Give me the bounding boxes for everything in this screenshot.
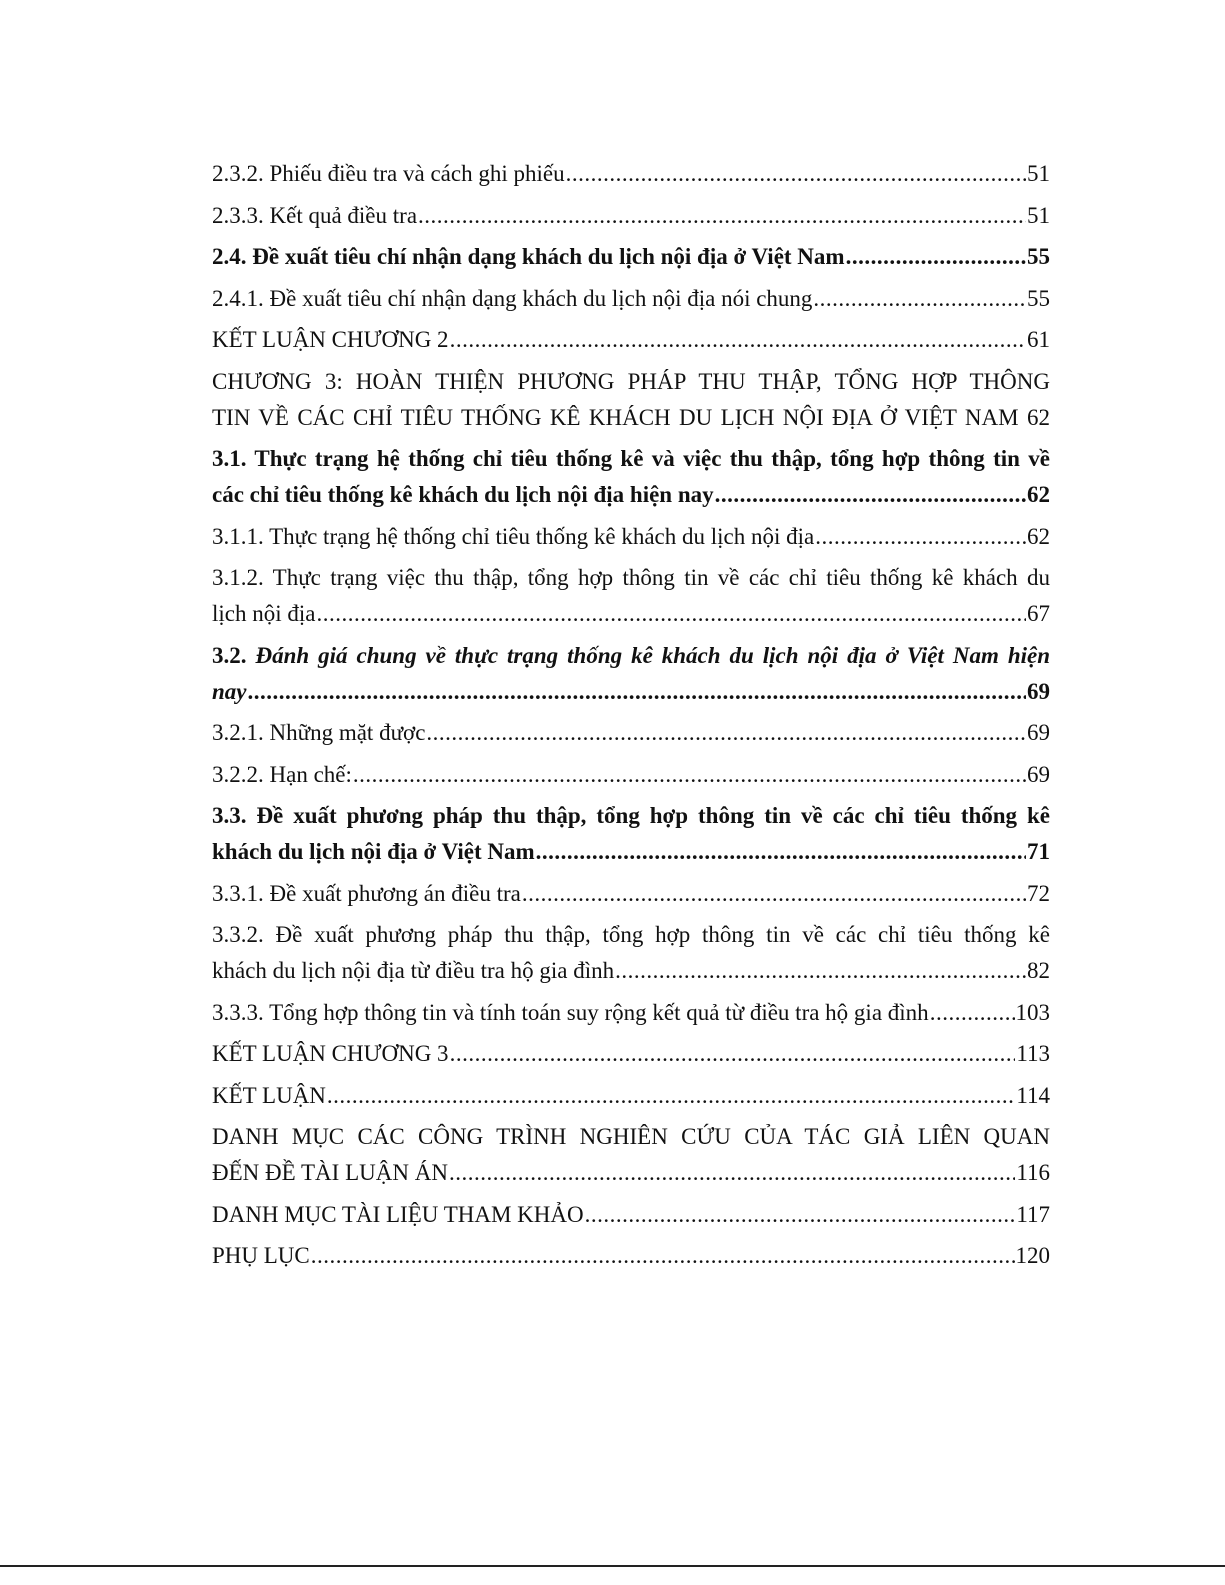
toc-entry-title: 3.1.1. Thực trạng hệ thống chỉ tiêu thống kê khách du lịch nội địa (212, 523, 815, 549)
dot-leader (426, 715, 1026, 751)
table-of-contents (212, 156, 1050, 1280)
toc-entry-title-line2: các chỉ tiêu thống kê khách du lịch nội địa hiện nay (212, 482, 714, 507)
toc-entry-page: 62 (1027, 482, 1050, 507)
dot-leader (566, 156, 1026, 192)
toc-entry-title-line2: nay (212, 678, 247, 704)
dot-leader (327, 1078, 1015, 1114)
toc-entry-title-line2: khách du lịch nội địa ở Việt Nam (212, 839, 535, 864)
dot-leader (585, 1197, 1016, 1233)
dot-leader (536, 834, 1026, 870)
toc-entry-2-4-1[interactable] (212, 281, 1050, 317)
dot-leader (615, 953, 1026, 989)
toc-entry-title-line1: 3.3.2. Đề xuất phương pháp thu thập, tổng hợp thông tin về các chỉ tiêu thống kê (212, 922, 1050, 947)
toc-entry-page: 72 (1027, 880, 1050, 906)
toc-entry-title: 3.2.2. Hạn chế: (212, 761, 352, 787)
dot-leader (450, 1036, 1016, 1072)
toc-entry-3-2[interactable] (212, 638, 1050, 710)
dot-leader (715, 477, 1026, 513)
toc-entry-title-line2: ĐẾN ĐỀ TÀI LUẬN ÁN (212, 1160, 448, 1185)
toc-entry-2-4[interactable] (212, 239, 1050, 275)
dot-leader (815, 519, 1026, 555)
toc-entry-page: 69 (1027, 678, 1050, 704)
dot-leader (813, 281, 1026, 317)
toc-entry-page: 67 (1027, 601, 1050, 626)
toc-entry-page: 113 (1016, 1041, 1050, 1066)
toc-entry-page: 82 (1027, 958, 1050, 983)
toc-entry-2-3-2[interactable] (212, 156, 1050, 192)
toc-entry-ket-luan-chuong-3[interactable] (212, 1036, 1050, 1072)
toc-entry-2-3-3[interactable] (212, 198, 1050, 234)
toc-entry-page: 62 (1027, 523, 1050, 549)
dot-leader (311, 1238, 1015, 1274)
toc-entry-title-line2: TIN VỀ CÁC CHỈ TIÊU THỐNG KÊ KHÁCH DU LỊCH NỘI ĐỊA Ở VIỆT NAM 62 (212, 404, 1050, 430)
toc-entry-title: 2.4. Đề xuất tiêu chí nhận dạng khách du lịch nội địa ở Việt Nam (212, 244, 845, 269)
toc-entry-title: 2.3.3. Kết quả điều tra (212, 202, 418, 228)
toc-entry-page: 120 (1015, 1243, 1050, 1268)
toc-entry-title: DANH MỤC TÀI LIỆU THAM KHẢO (212, 1201, 584, 1227)
toc-entry-title: 2.4.1. Đề xuất tiêu chí nhận dạng khách du lịch nội địa nói chung (212, 285, 813, 311)
toc-entry-title: PHỤ LỤC (212, 1243, 310, 1268)
toc-entry-page: 117 (1016, 1201, 1050, 1227)
dot-leader (418, 198, 1026, 234)
toc-entry-3-3-3[interactable] (212, 995, 1050, 1031)
toc-entry-title-text: Đánh giá chung về thực trạng thống kê khách du lịch nội địa ở Việt Nam hiện (255, 642, 1050, 668)
toc-entry-3-1-2[interactable] (212, 560, 1050, 632)
toc-entry-title: KẾT LUẬN CHƯƠNG 2 (212, 327, 449, 352)
toc-entry-phu-luc[interactable] (212, 1238, 1050, 1274)
dot-leader (449, 1155, 1015, 1191)
toc-entry-page: 69 (1027, 720, 1050, 745)
toc-entry-page: 55 (1027, 285, 1050, 311)
dot-leader (353, 757, 1026, 793)
toc-entry-title-line1: 3.1. Thực trạng hệ thống chỉ tiêu thống kê và việc thu thập, tổng hợp thông tin về (212, 446, 1050, 471)
dot-leader (930, 995, 1015, 1031)
toc-entry-ket-luan[interactable] (212, 1078, 1050, 1114)
toc-entry-page: 103 (1015, 999, 1050, 1025)
toc-entry-title: 3.3.1. Đề xuất phương án điều tra (212, 880, 521, 906)
toc-entry-page: 51 (1027, 161, 1050, 186)
toc-entry-title-line1: DANH MỤC CÁC CÔNG TRÌNH NGHIÊN CỨU CỦA TÁC GIẢ LIÊN QUAN (212, 1124, 1050, 1149)
dot-leader (522, 876, 1026, 912)
toc-entry-page: 51 (1027, 202, 1050, 228)
toc-entry-page: 61 (1027, 327, 1050, 352)
toc-entry-title-line1: CHƯƠNG 3: HOÀN THIỆN PHƯƠNG PHÁP THU THẬP, TỔNG HỢP THÔNG (212, 368, 1050, 394)
toc-entry-3-3-1[interactable] (212, 876, 1050, 912)
toc-entry-3-3[interactable] (212, 798, 1050, 870)
toc-entry-page: 71 (1027, 839, 1050, 864)
dot-leader (846, 239, 1026, 275)
toc-entry-title-line1 (212, 638, 1050, 674)
toc-entry-ket-luan-chuong-2[interactable] (212, 322, 1050, 358)
toc-entry-title-line2: khách du lịch nội địa từ điều tra hộ gia đình (212, 958, 615, 983)
toc-entry-3-3-2[interactable] (212, 917, 1050, 989)
bottom-edge-rule (0, 1565, 1225, 1567)
toc-entry-title: 3.3.3. Tổng hợp thông tin và tính toán suy rộng kết quả từ điều tra hộ gia đình (212, 999, 929, 1025)
toc-entry-title: 3.2.1. Những mặt được (212, 720, 426, 745)
toc-entry-page: 116 (1016, 1160, 1050, 1185)
toc-entry-3-1[interactable] (212, 441, 1050, 513)
toc-entry-chuong-3[interactable] (212, 364, 1050, 436)
toc-entry-number: 3.2. (212, 642, 247, 668)
dot-leader (316, 596, 1026, 632)
toc-entry-3-2-1[interactable] (212, 715, 1050, 751)
toc-entry-title-line1: 3.3. Đề xuất phương pháp thu thập, tổng hợp thông tin về các chỉ tiêu thống kê (212, 803, 1050, 828)
toc-entry-title: KẾT LUẬN CHƯƠNG 3 (212, 1041, 449, 1066)
toc-entry-danh-muc-cong-trinh[interactable] (212, 1119, 1050, 1191)
toc-entry-title-line1: 3.1.2. Thực trạng việc thu thập, tổng hợp thông tin về các chỉ tiêu thống kê khách du (212, 565, 1050, 590)
dot-leader (450, 322, 1026, 358)
toc-entry-title: KẾT LUẬN (212, 1082, 326, 1108)
toc-entry-title-line2: lịch nội địa (212, 601, 316, 626)
toc-entry-page: 55 (1027, 244, 1050, 269)
dot-leader (248, 674, 1027, 710)
toc-entry-3-1-1[interactable] (212, 519, 1050, 555)
toc-entry-3-2-2[interactable] (212, 757, 1050, 793)
toc-entry-page: 69 (1027, 761, 1050, 787)
toc-entry-page: 114 (1016, 1082, 1050, 1108)
toc-entry-title: 2.3.2. Phiếu điều tra và cách ghi phiếu (212, 161, 565, 186)
toc-entry-tai-lieu-tham-khao[interactable] (212, 1197, 1050, 1233)
